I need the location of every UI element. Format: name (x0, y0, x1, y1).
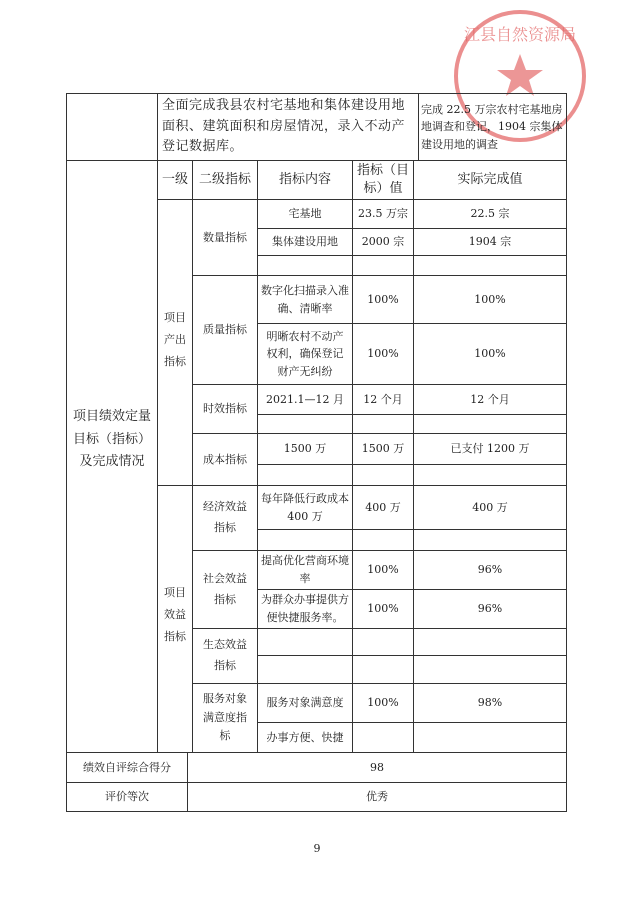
row-costcut-content: 每年降低行政成本 400 万 (261, 491, 349, 523)
header-content: 指标内容 (278, 171, 331, 187)
row-collective-actual: 1904 宗 (468, 235, 512, 249)
row-digitize-content: 数字化扫描录入准确、清晰率 (261, 283, 349, 315)
row-budget-target: 1500 万 (361, 442, 405, 456)
row-satisfaction-target: 100% (367, 696, 399, 710)
score-label: 绩效自评综合得分 (83, 760, 171, 774)
row-rights-target: 100% (367, 347, 399, 361)
header-target: 指标（目标）值 (356, 162, 409, 196)
row-satisfaction-actual: 98% (477, 696, 503, 710)
grade-value: 优秀 (366, 790, 388, 804)
header-level1: 一级 (161, 171, 188, 187)
level2-satisfaction: 服务对象满意度指标 (203, 691, 247, 743)
level2-timeliness: 时效指标 (203, 402, 247, 416)
row-rights-actual: 100% (474, 347, 506, 361)
row-digitize-target: 100% (367, 292, 399, 306)
row-homestead-target: 23.5 万宗 (358, 207, 408, 221)
row-service-target: 100% (367, 602, 399, 616)
benefit-group-label: 项目效益指标 (164, 586, 186, 643)
row-budget-actual: 已支付 1200 万 (450, 442, 530, 456)
row-collective-content: 集体建设用地 (272, 235, 338, 249)
row-homestead-actual: 22.5 宗 (470, 207, 510, 221)
score-value: 98 (370, 760, 384, 774)
page-number: 9 (313, 842, 321, 855)
row-costcut-target: 400 万 (365, 500, 401, 514)
level2-social: 社会效益指标 (203, 571, 247, 606)
row-rights-content: 明晰农村不动产权利，确保登记财产无纠纷 (266, 329, 344, 378)
completion-text: 完成 22.5 万宗农村宅基地房地调查和登记，1904 宗集体建设用地的调查 (421, 103, 563, 151)
row-digitize-actual: 100% (474, 292, 506, 306)
section-label: 项目绩效定量目标（指标）及完成情况 (72, 408, 151, 470)
output-group-label: 项目产出指标 (164, 311, 186, 368)
level2-ecological: 生态效益指标 (203, 638, 247, 672)
row-period-actual: 12 个月 (470, 392, 510, 406)
row-collective-target: 2000 宗 (361, 235, 405, 249)
row-budget-content: 1500 万 (283, 442, 327, 456)
row-satisfaction-content: 服务对象满意度 (266, 696, 344, 710)
row-period-content: 2021.1—12 月 (266, 392, 344, 406)
level2-quality: 质量指标 (203, 323, 247, 337)
goal-text: 全面完成我县农村宅基地和集体建设用地面积、建筑面积和房屋情况，录入不动产登记数据库。 (162, 97, 406, 155)
grade-label: 评价等次 (105, 790, 149, 804)
svg-text:江县自然资源局: 江县自然资源局 (463, 25, 577, 44)
row-costcut-actual: 400 万 (472, 500, 508, 514)
row-period-target: 12 个月 (363, 392, 403, 406)
row-homestead-content: 宅基地 (288, 207, 322, 221)
row-business-env-actual: 96% (477, 563, 503, 577)
row-service-content: 为群众办事提供方便快捷服务率。 (261, 593, 349, 624)
row-business-env-content: 提高优化营商环境率 (261, 554, 349, 585)
row-business-env-target: 100% (367, 563, 399, 577)
header-actual: 实际完成值 (457, 171, 523, 187)
level2-economic: 经济效益指标 (203, 500, 247, 534)
row-convenience-content: 办事方便、快捷 (266, 730, 344, 744)
level2-cost: 成本指标 (203, 452, 247, 466)
header-level2: 二级指标 (198, 171, 251, 187)
row-service-actual: 96% (477, 602, 503, 616)
level2-quantity: 数量指标 (203, 230, 247, 244)
